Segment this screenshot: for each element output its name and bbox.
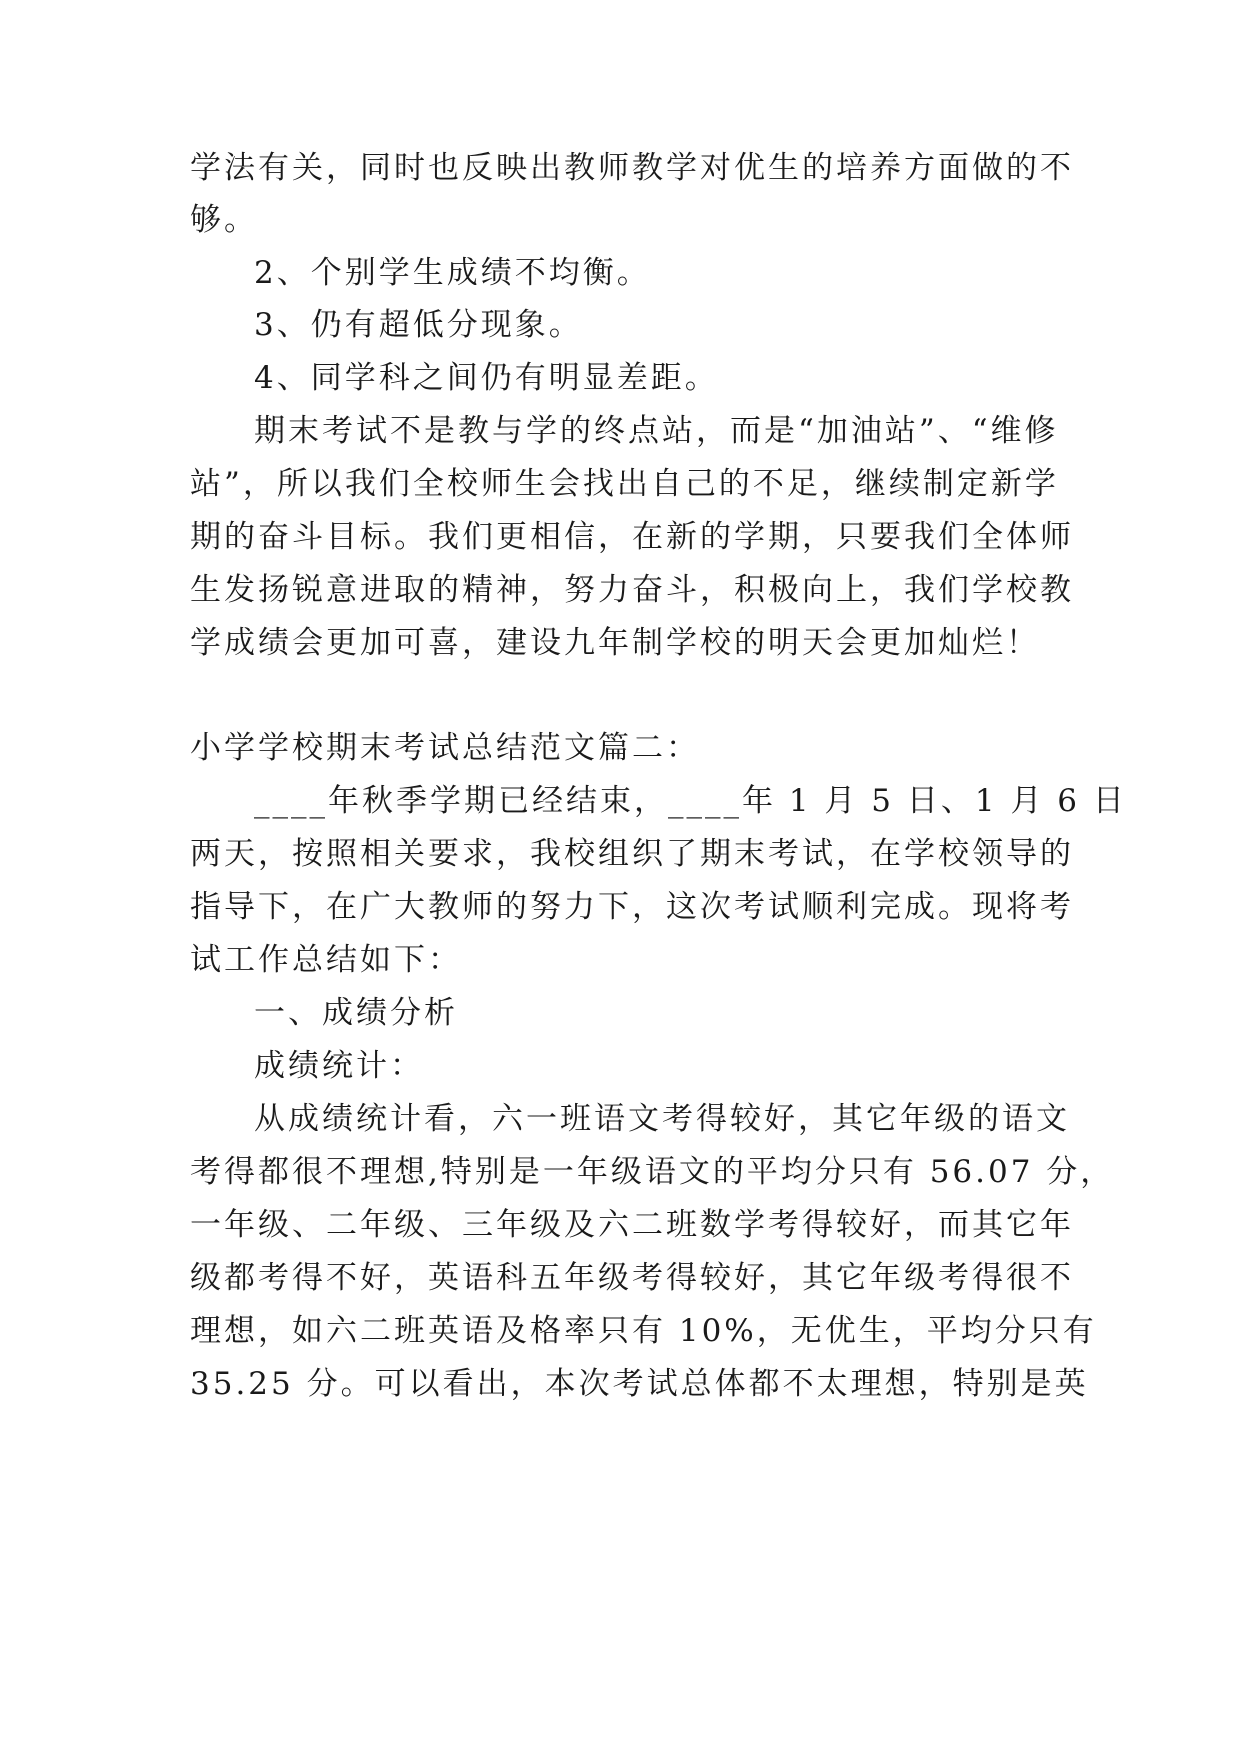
text-line: 生发扬锐意进取的精神，努力奋斗，积极向上，我们学校教 [190,572,1074,608]
text-line: 够。 [190,202,258,238]
text-line: 学成绩会更加可喜，建设九年制学校的明天会更加灿烂！ [190,625,1040,661]
text-line: 期的奋斗目标。我们更相信，在新的学期，只要我们全体师 [190,519,1074,555]
list-item: 2、个别学生成绩不均衡。 [254,255,651,291]
text-line: 期末考试不是教与学的终点站，而是“加油站”、“维修 [254,413,1059,449]
text-line: 从成绩统计看，六一班语文考得较好，其它年级的语文 [254,1101,1070,1137]
text-line: 一年级、二年级、三年级及六二班数学考得较好，而其它年 [190,1207,1074,1243]
subsection-heading: 一、成绩分析 [254,995,458,1031]
text-line: 级都考得不好，英语科五年级考得较好，其它年级考得很不 [190,1260,1074,1296]
list-item: 4、同学科之间仍有明显差距。 [254,360,719,396]
text-line: 理想，如六二班英语及格率只有 10%，无优生，平均分只有 [190,1313,1097,1349]
text-line: 考得都很不理想,特别是一年级语文的平均分只有 56.07 分， [190,1154,1115,1190]
text-line: 学法有关，同时也反映出教师教学对优生的培养方面做的不 [190,150,1074,186]
list-item: 3、仍有超低分现象。 [254,307,583,343]
text-line: 指导下，在广大教师的努力下，这次考试顺利完成。现将考 [190,889,1074,925]
text-line: 35.25 分。可以看出，本次考试总体都不太理想，特别是英 [190,1366,1089,1402]
text-line: 成绩统计： [254,1048,424,1084]
text-line: ____年秋季学期已经结束，____年 1 月 5 日、1 月 6 日 [254,783,1127,819]
text-line: 试工作总结如下： [190,942,462,978]
section-heading: 小学学校期末考试总结范文篇二： [190,730,700,766]
text-line: 两天，按照相关要求，我校组织了期末考试，在学校领导的 [190,836,1074,872]
text-line: 站”，所以我们全校师生会找出自己的不足，继续制定新学 [190,466,1059,502]
